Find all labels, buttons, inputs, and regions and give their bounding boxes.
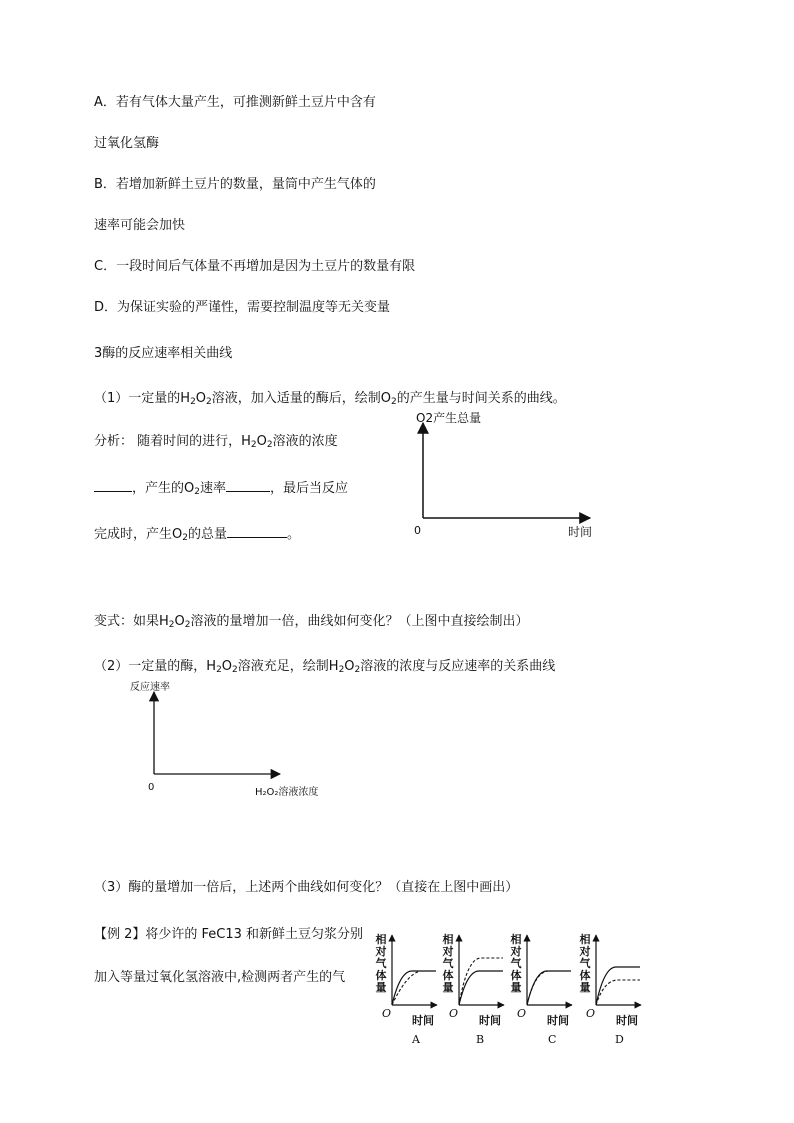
- example2-line2: 加入等量过氧化氢溶液中,检测两者产生的气: [94, 970, 346, 985]
- graph-A-xlabel: 时间: [412, 1014, 434, 1027]
- graph1-ylabel: O2产生总量: [416, 411, 482, 425]
- graph-B-label: B: [476, 1033, 485, 1046]
- option-d: D．为保证实验的严谨性，需要控制温度等无关变量: [94, 300, 391, 315]
- question-1: （1）一定量的$H_2O_2$溶液，加入适量的酶后，绘制$O_2$的产生量与时间关系的曲线。: [94, 391, 566, 407]
- analysis-line2: ，产生的$O_2$速率 ，最后当反应: [94, 479, 348, 497]
- graph-B-xlabel: 时间: [479, 1014, 501, 1027]
- option-c: C．一段时间后气体量不再增加是因为土豆片的数量有限: [94, 259, 416, 274]
- option-b-line2: 速率可能会加快: [94, 218, 186, 233]
- graph-C-ylabel: 相对气体量: [510, 933, 522, 994]
- graph-D-label: D: [615, 1033, 624, 1046]
- question-3: （3）酶的量增加一倍后，上述两个曲线如何变化？（直接在上图中画出）: [94, 880, 519, 895]
- graph-D-ylabel: 相对气体量: [579, 933, 591, 994]
- graph-D-solid-curve: [596, 967, 640, 1005]
- blank-total[interactable]: [227, 525, 287, 538]
- graph-A-label: A: [412, 1033, 420, 1046]
- graph-D-xlabel: 时间: [616, 1014, 638, 1027]
- graph-C-xlabel: 时间: [547, 1014, 569, 1027]
- graph-C-dashed-curve: [527, 971, 571, 1005]
- section-heading: 3酶的反应速率相关曲线: [94, 346, 233, 361]
- graph-D-dashed-curve: [596, 980, 640, 1005]
- blank-concentration[interactable]: [94, 479, 132, 492]
- graph-A-ylabel: 相对气体量: [375, 933, 387, 994]
- graph-A-origin: O: [382, 1007, 392, 1020]
- blank-rate[interactable]: [226, 479, 270, 492]
- question-2: （2）一定量的酶，$H_2O_2$溶液充足，绘制$H_2O_2$溶液的浓度与反应速率的关系曲线: [94, 659, 556, 675]
- option-a-line1: A．若有气体大量产生，可推测新鲜土豆片中含有: [94, 95, 376, 110]
- analysis-line3: 完成时，产生$O_2$的总量 。: [94, 527, 301, 543]
- graph-D-origin: O: [586, 1007, 596, 1020]
- graph-A-dashed-curve: [392, 971, 436, 1005]
- graph2-ylabel: 反应速率: [130, 682, 170, 693]
- option-b-line1: B．若增加新鲜土豆片的数量，量筒中产生气体的: [94, 177, 376, 192]
- graph2-xlabel: H₂O₂溶液浓度: [255, 787, 319, 798]
- option-a-line2: 过氧化氢酶: [94, 136, 160, 151]
- graph-B-ylabel: 相对气体量: [442, 933, 454, 994]
- analysis-line1: 分析： 随着时间的进行，$H_2O_2$溶液的浓度: [94, 434, 338, 450]
- graph2-origin: 0: [148, 782, 155, 793]
- graph1-xlabel: 时间: [568, 525, 593, 539]
- graph-C-origin: O: [517, 1007, 527, 1020]
- graph-B-origin: O: [449, 1007, 459, 1020]
- graph-C-solid-curve: [527, 971, 571, 1005]
- graph-B-dashed-curve: [459, 958, 503, 1005]
- graph-C-label: C: [548, 1033, 557, 1046]
- example2-line1: 【例 2】将少许的 FeC13 和新鲜土豆匀浆分别: [94, 927, 364, 942]
- variant-question: 变式：如果$H_2O_2$溶液的量增加一倍，曲线如何变化？（上图中直接绘制出）: [94, 614, 529, 630]
- graph-A-solid-curve: [392, 971, 436, 1005]
- graph1-origin: 0: [414, 524, 421, 537]
- graph-B-solid-curve: [459, 971, 503, 1005]
